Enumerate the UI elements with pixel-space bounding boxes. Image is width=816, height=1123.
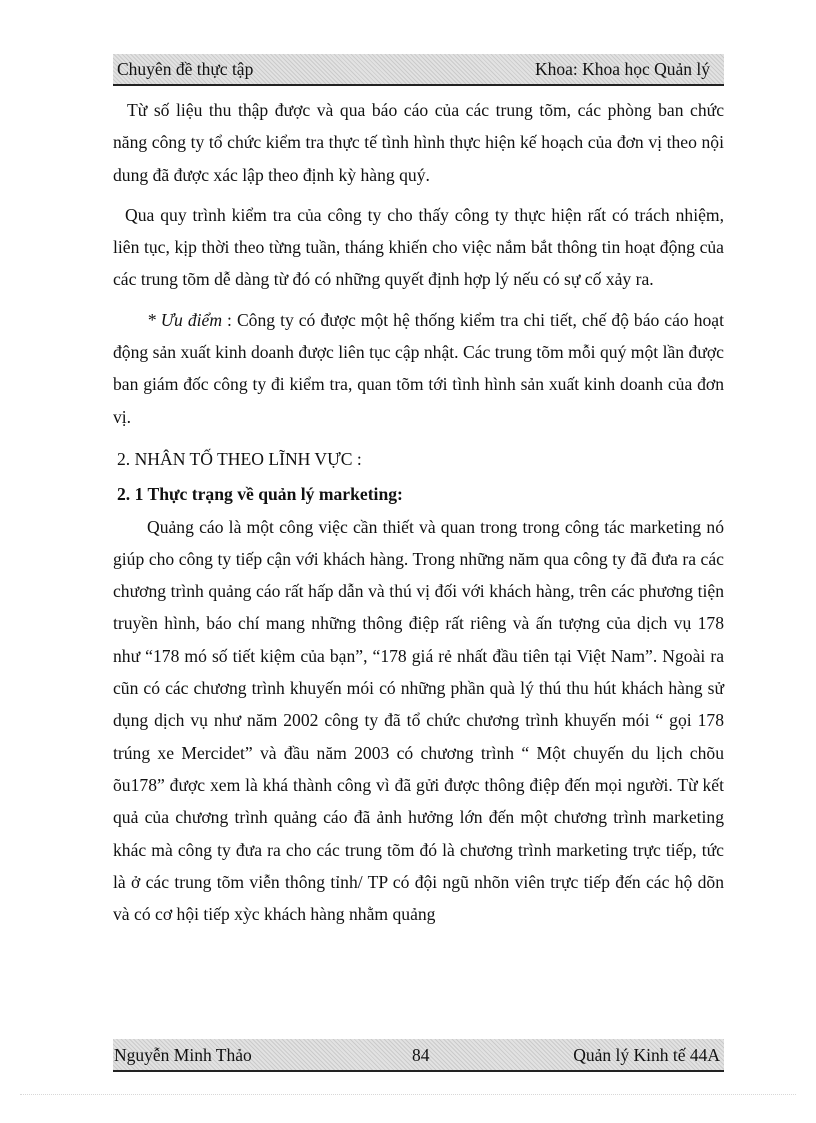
footer-author: Nguyễn Minh Thảo — [114, 1045, 252, 1065]
paragraph-2: Qua quy trình kiểm tra của công ty cho thấy công ty thực hiện rất có trách nhiệm, liên tục, kịp thời theo từng tuần, tháng khiến cho việc nắm bắt thông tin hoạt động của các trung tõm dễ dàng từ đó có những quyết định hợp lý nếu có sự cố xảy ra. — [113, 204, 724, 290]
advantages-text: : Công ty có được một hệ thống kiểm tra chi tiết, chế độ báo cáo hoạt động sản xuất kinh doanh được liên tục cập nhật. Các trung tõm mỗi quý một lần được ban giám đốc công ty đi kiểm tra, quan tõm tới tình hình sản xuất kinh doanh của đơn vị. — [113, 309, 725, 427]
paragraph-1: Từ số liệu thu thập được và qua báo cáo của các trung tõm, các phòng ban chức năng công ty tổ chức kiểm tra thực tế tình hình thực hiện kế hoạch của đơn vị theo nội dung đã được xác lập theo định kỳ hàng quý. — [113, 100, 724, 185]
paragraph-marketing: Quảng cáo là một công việc cần thiết và quan trong trong công tác marketing nó giúp cho công ty tiếp cận với khách hàng. Trong những năm qua công ty đã đưa ra các chương trình quảng cáo rất hấp dẫn và thú vị đối với khách hàng, trên các phương tiện truyền hình, báo chí mang những thông điệp rất riêng và ấn tượng của dịch vụ 178 như “178 mó số tiết kiệm của bạn”, “178 giá rẻ nhất đầu tiên tại Việt Nam”. Ngoài ra cũn có các chương trình khuyến mói có những phần quà lý thú thu hút khách hàng sử dụng dịch vụ như năm 2002 công ty đã tổ chức chương trình khuyến mói “ gọi 178 trúng xe Mercidet” và đầu năm 2003 có chương trình “ Một chuyến du lịch chõu õu178” được xem là khá thành công vì đã gửi được thông điệp đến mọi người. Từ kết quả của chương trình quảng cáo đã ảnh hưởng lớn đến một chương trình marketing khác mà công ty đưa ra cho các trung tõm đó là chương trình marketing trực tiếp, tức là ở các trung tõm viễn thông tỉnh/ TP có đội ngũ nhõn viên trực tiếp đến các hộ dõn và có cơ hội tiếp xỳc khách hàng nhằm quảng — [113, 516, 724, 925]
subsection-heading: 2. 1 Thực trạng về quản lý marketing: — [117, 484, 403, 505]
header-right-text: Khoa: Khoa học Quản lý — [535, 59, 710, 79]
paragraph-advantages — [113, 304, 724, 433]
advantages-label: * Ưu điểm — [147, 309, 223, 330]
section-heading: 2. NHÂN TỐ THEO LĨNH VỰC : — [117, 448, 362, 469]
footer-right-text: Quản lý Kinh tế 44A — [573, 1045, 720, 1065]
page-number: 84 — [412, 1045, 430, 1065]
header-left-text: Chuyên đề thực tập — [117, 59, 254, 79]
page-header — [113, 54, 724, 86]
page-footer — [113, 1039, 724, 1072]
page-edge-divider — [20, 1094, 796, 1095]
page-body — [113, 94, 724, 930]
